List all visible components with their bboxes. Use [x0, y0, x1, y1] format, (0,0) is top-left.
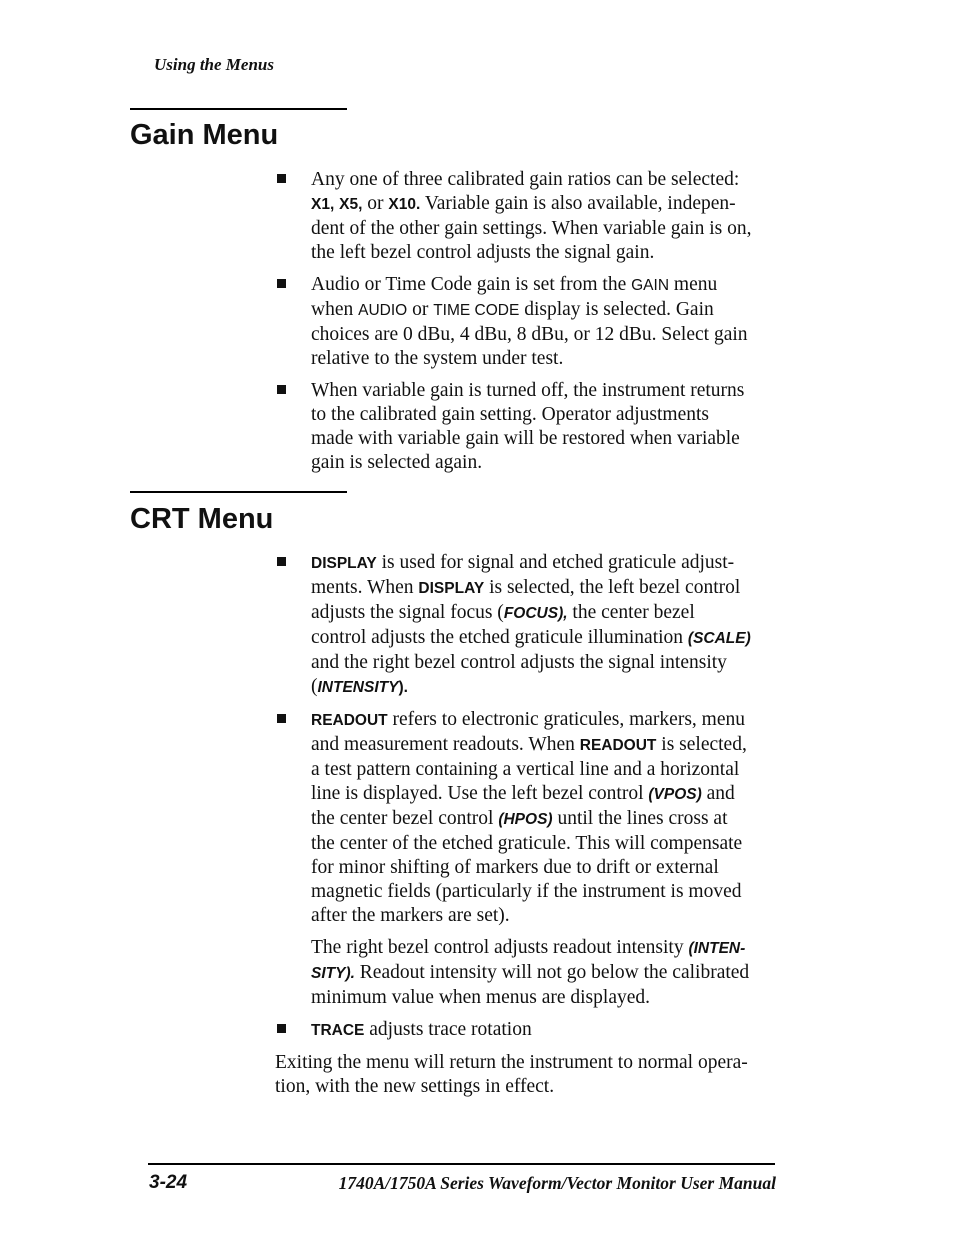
- running-head: Using the Menus: [154, 55, 274, 74]
- keyword-audio: AUDIO: [358, 302, 408, 319]
- keyword-time-code: TIME CODE: [433, 302, 520, 319]
- keyword-vpos: (VPOS): [648, 786, 702, 803]
- text: and: [706, 783, 735, 804]
- text: display is selected. Gain: [524, 299, 714, 320]
- keyword-x1: X1,: [311, 196, 335, 213]
- section-title-crt-menu: CRT Menu: [130, 503, 274, 535]
- gain-menu-body: [275, 168, 785, 483]
- text: Variable gain is also available, indepen-: [424, 193, 736, 214]
- text: control adjusts the etched graticule illumination: [311, 627, 684, 648]
- text: adjusts trace rotation: [369, 1019, 532, 1040]
- text-line: magnetic fields (particularly if the instrument is moved: [311, 881, 742, 902]
- text-line: [311, 936, 785, 961]
- text: Readout intensity will not go below the calibrated: [359, 962, 750, 983]
- keyword-x10: X10.: [388, 196, 421, 213]
- keyword-readout: READOUT: [579, 737, 657, 754]
- text-line: Any one of three calibrated gain ratios can be selected:: [311, 169, 740, 190]
- list-item: [275, 168, 785, 265]
- text: or: [412, 299, 429, 320]
- list-item: [275, 273, 785, 371]
- text-line: tion, with the new settings in effect.: [275, 1076, 555, 1097]
- text-line: [311, 273, 785, 298]
- keyword-display: DISPLAY: [418, 580, 485, 597]
- text: (: [311, 676, 318, 697]
- text-line: [311, 626, 785, 651]
- text: line is displayed. Use the left bezel control: [311, 783, 644, 804]
- text: the center bezel control: [311, 808, 494, 829]
- text-line: When variable gain is turned off, the instrument returns: [311, 380, 745, 401]
- list-item: [275, 379, 785, 475]
- text-line: [311, 298, 785, 323]
- text-line: the left bezel control adjusts the signal gain.: [311, 242, 655, 263]
- text: menu: [673, 274, 718, 295]
- text-line: dent of the other gain settings. When variable gain is on,: [311, 218, 752, 239]
- square-bullet-icon: [277, 557, 286, 566]
- text-line: the center of the etched graticule. This will compensate: [311, 833, 743, 854]
- text: and measurement readouts. When: [311, 734, 575, 755]
- text: adjusts the signal focus (: [311, 602, 504, 623]
- keyword-scale: (SCALE): [687, 630, 751, 647]
- text-line: Exiting the menu will return the instrument to normal opera-: [275, 1052, 748, 1073]
- text-line: made with variable gain will be restored when variable: [311, 428, 740, 449]
- text: or: [367, 193, 384, 214]
- list-item-continuation: [275, 936, 785, 1010]
- text-line: and the right bezel control adjusts the signal intensity: [311, 652, 727, 673]
- text-line: [311, 576, 785, 601]
- section-title-gain-menu: Gain Menu: [130, 119, 279, 151]
- text-line: relative to the system under test.: [311, 348, 564, 369]
- keyword-gain: GAIN: [631, 277, 670, 294]
- text: ).: [398, 679, 408, 696]
- list-item: [275, 1018, 785, 1043]
- section-rule: [130, 491, 347, 493]
- text-line: choices are 0 dBu, 4 dBu, 8 dBu, or 12 dBu. Select gain: [311, 324, 748, 345]
- text-line: [311, 782, 785, 807]
- list-item: [275, 551, 785, 700]
- text-line: [311, 807, 785, 832]
- square-bullet-icon: [277, 279, 286, 288]
- section-rule: [130, 108, 347, 110]
- text-line: minimum value when menus are displayed.: [311, 987, 651, 1008]
- page-number: 3-24: [149, 1172, 188, 1193]
- square-bullet-icon: [277, 385, 286, 394]
- text-line: [311, 601, 785, 626]
- square-bullet-icon: [277, 1024, 286, 1033]
- text: Audio or Time Code gain is set from the: [311, 274, 627, 295]
- list-item: [275, 708, 785, 928]
- text-line: [311, 961, 785, 986]
- text-line: to the calibrated gain setting. Operator adjustments: [311, 404, 710, 425]
- text-line: [311, 708, 785, 733]
- text-line: [311, 551, 785, 576]
- keyword-focus: FOCUS),: [503, 605, 568, 622]
- text-line: a test pattern containing a vertical line and a horizontal: [311, 759, 740, 780]
- text-line: [311, 192, 785, 217]
- text: is selected, the left bezel control: [489, 577, 741, 598]
- keyword-intensity: INTENSITY: [317, 679, 399, 696]
- closing-paragraph: [275, 1051, 785, 1099]
- keyword-readout: READOUT: [311, 712, 388, 729]
- keyword-display: DISPLAY: [311, 555, 377, 572]
- text: until the lines cross at: [557, 808, 728, 829]
- text-line: for minor shifting of markers due to drift or external: [311, 857, 719, 878]
- text: refers to electronic graticules, markers, menu: [392, 709, 745, 730]
- footer-rule: [148, 1163, 775, 1165]
- text: is used for signal and etched graticule adjust-: [381, 552, 735, 573]
- text: ments. When: [311, 577, 414, 598]
- text-line: [311, 733, 785, 758]
- text: is selected,: [661, 734, 747, 755]
- text-line: [311, 675, 785, 700]
- crt-menu-body: [275, 551, 785, 1099]
- manual-title: 1740A/1750A Series Waveform/Vector Monitor User Manual: [338, 1173, 776, 1193]
- square-bullet-icon: [277, 714, 286, 723]
- text-line: gain is selected again.: [311, 452, 483, 473]
- text-line: after the markers are set).: [311, 905, 510, 926]
- keyword-intensity: (INTEN-: [688, 940, 746, 957]
- text: when: [311, 299, 354, 320]
- keyword-intensity: SITY).: [311, 965, 355, 982]
- keyword-trace: TRACE: [311, 1022, 365, 1039]
- text: The right bezel control adjusts readout intensity: [311, 937, 684, 958]
- text-line: [311, 1018, 785, 1043]
- keyword-x5: X5,: [339, 196, 363, 213]
- square-bullet-icon: [277, 174, 286, 183]
- keyword-hpos: (HPOS): [498, 811, 553, 828]
- text: the center bezel: [572, 602, 695, 623]
